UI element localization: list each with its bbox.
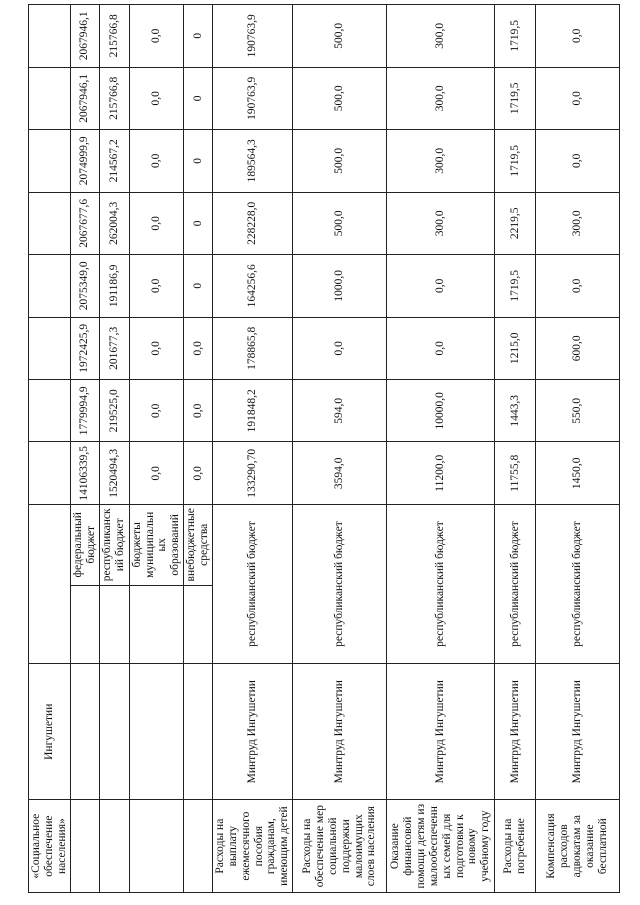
funding-source: [29, 504, 71, 663]
empty-cell: [70, 800, 99, 893]
table-row: [495, 5, 536, 893]
funding-source: республиканский бюджет: [495, 504, 536, 663]
value-cell: 500,0: [293, 130, 387, 192]
value-cell: 1520494,3: [99, 442, 129, 504]
table-row: [99, 5, 129, 893]
value-cell: 0,0: [536, 130, 620, 192]
value-cell: [29, 130, 71, 192]
empty-cell: [70, 585, 99, 664]
row-executor: Минтруд Ингушетии: [387, 664, 495, 800]
value-cell: 2067946,1: [70, 67, 99, 129]
row-name: Расходы на погребение: [495, 800, 536, 893]
row-name: Расходы на выплату ежемесячного пособия гражданам, имеющим детей: [212, 800, 292, 893]
row-name: Расходы на обеспечение мер социальной поддержки малоимущих слоев населения: [293, 800, 387, 893]
table-row: [70, 5, 99, 893]
value-cell: 594,0: [293, 380, 387, 442]
value-cell: 0,0: [129, 317, 184, 379]
value-cell: 0: [184, 67, 213, 129]
value-cell: 11755,8: [495, 442, 536, 504]
value-cell: 2074999,9: [70, 130, 99, 192]
funding-source: федеральный бюджет: [70, 504, 99, 585]
value-cell: 0,0: [184, 317, 213, 379]
table-row: [536, 5, 620, 893]
value-cell: 0: [184, 130, 213, 192]
value-cell: 500,0: [293, 5, 387, 68]
value-cell: 11200,0: [387, 442, 495, 504]
value-cell: 215766,8: [99, 67, 129, 129]
value-cell: [29, 5, 71, 68]
value-cell: 0: [184, 255, 213, 317]
value-cell: 300,0: [387, 130, 495, 192]
value-cell: 214567,2: [99, 130, 129, 192]
funding-source: республиканский бюджет: [212, 504, 292, 663]
funding-source: республиканский бюджет: [293, 504, 387, 663]
value-cell: [29, 442, 71, 504]
value-cell: 1000,0: [293, 255, 387, 317]
value-cell: 2075349,0: [70, 255, 99, 317]
funding-source: республиканский бюджет: [387, 504, 495, 663]
value-cell: [29, 67, 71, 129]
value-cell: [29, 192, 71, 254]
row-executor: Минтруд Ингушетии: [293, 664, 387, 800]
value-cell: 0,0: [129, 192, 184, 254]
row-executor: Минтруд Ингушетии: [536, 664, 620, 800]
value-cell: 2067677,6: [70, 192, 99, 254]
empty-cell: [99, 585, 129, 664]
value-cell: 1215,0: [495, 317, 536, 379]
empty-cell: [129, 585, 184, 664]
value-cell: 1719,5: [495, 130, 536, 192]
value-cell: 0: [184, 5, 213, 68]
value-cell: [29, 255, 71, 317]
value-cell: [29, 317, 71, 379]
value-cell: 189564,3: [212, 130, 292, 192]
value-cell: 190763,9: [212, 5, 292, 68]
value-cell: 0,0: [387, 317, 495, 379]
value-cell: 2219,5: [495, 192, 536, 254]
table-row: [129, 5, 184, 893]
value-cell: 262004,3: [99, 192, 129, 254]
value-cell: 600,0: [536, 317, 620, 379]
value-cell: 0,0: [129, 380, 184, 442]
value-cell: 0,0: [536, 5, 620, 68]
empty-cell: [129, 664, 184, 800]
value-cell: 500,0: [293, 192, 387, 254]
value-cell: 133290,70: [212, 442, 292, 504]
value-cell: 0,0: [536, 255, 620, 317]
value-cell: 1719,5: [495, 67, 536, 129]
value-cell: 550,0: [536, 380, 620, 442]
value-cell: 1719,5: [495, 255, 536, 317]
value-cell: 0,0: [129, 67, 184, 129]
value-cell: 300,0: [387, 67, 495, 129]
value-cell: 0,0: [129, 255, 184, 317]
value-cell: 300,0: [536, 192, 620, 254]
value-cell: 1719,5: [495, 5, 536, 68]
empty-cell: [184, 664, 213, 800]
empty-cell: [129, 800, 184, 893]
table-row: [293, 5, 387, 893]
value-cell: 0,0: [129, 130, 184, 192]
value-cell: 10000,0: [387, 380, 495, 442]
budget-table: [28, 4, 620, 893]
value-cell: 0,0: [536, 67, 620, 129]
empty-cell: [99, 800, 129, 893]
value-cell: 300,0: [387, 5, 495, 68]
row-executor: Минтруд Ингушетии: [212, 664, 292, 800]
row-name: Компенсация расходов адвокатам за оказание бесплатной: [536, 800, 620, 893]
value-cell: 2067946,1: [70, 5, 99, 68]
value-cell: 219525,0: [99, 380, 129, 442]
value-cell: 0,0: [129, 442, 184, 504]
row-executor: Ингушетии: [29, 664, 71, 800]
value-cell: 191848,2: [212, 380, 292, 442]
table-row: [387, 5, 495, 893]
value-cell: 300,0: [387, 192, 495, 254]
value-cell: 1450,0: [536, 442, 620, 504]
value-cell: 0,0: [387, 255, 495, 317]
value-cell: 3594,0: [293, 442, 387, 504]
empty-cell: [184, 800, 213, 893]
row-name: Оказание финансовой помощи детям из малообеспеченных семей для подготовки к новому учебному году: [387, 800, 495, 893]
row-executor: Минтруд Ингушетии: [495, 664, 536, 800]
row-name: «Социальное обеспечение населения»: [29, 800, 71, 893]
value-cell: 0,0: [184, 380, 213, 442]
value-cell: [29, 380, 71, 442]
value-cell: 191186,9: [99, 255, 129, 317]
value-cell: 215766,8: [99, 5, 129, 68]
value-cell: 0,0: [129, 5, 184, 68]
value-cell: 0,0: [184, 442, 213, 504]
table-body: [29, 5, 620, 893]
table-row: [212, 5, 292, 893]
value-cell: 164256,6: [212, 255, 292, 317]
value-cell: 228228,0: [212, 192, 292, 254]
value-cell: 0,0: [293, 317, 387, 379]
value-cell: 500,0: [293, 67, 387, 129]
funding-source: бюджеты муниципальных образований: [129, 504, 184, 585]
value-cell: 1443,3: [495, 380, 536, 442]
funding-source: республиканский бюджет: [536, 504, 620, 663]
value-cell: 178865,8: [212, 317, 292, 379]
value-cell: 1779994,9: [70, 380, 99, 442]
table-row: [29, 5, 71, 893]
value-cell: 14106339,5: [70, 442, 99, 504]
value-cell: 190763,9: [212, 67, 292, 129]
value-cell: 0: [184, 192, 213, 254]
empty-cell: [184, 585, 213, 664]
value-cell: 1972425,9: [70, 317, 99, 379]
empty-cell: [99, 664, 129, 800]
table-row: [184, 5, 213, 893]
funding-source: внебюджетные средства: [184, 504, 213, 585]
funding-source: республиканский бюджет: [99, 504, 129, 585]
value-cell: 201677,3: [99, 317, 129, 379]
empty-cell: [70, 664, 99, 800]
